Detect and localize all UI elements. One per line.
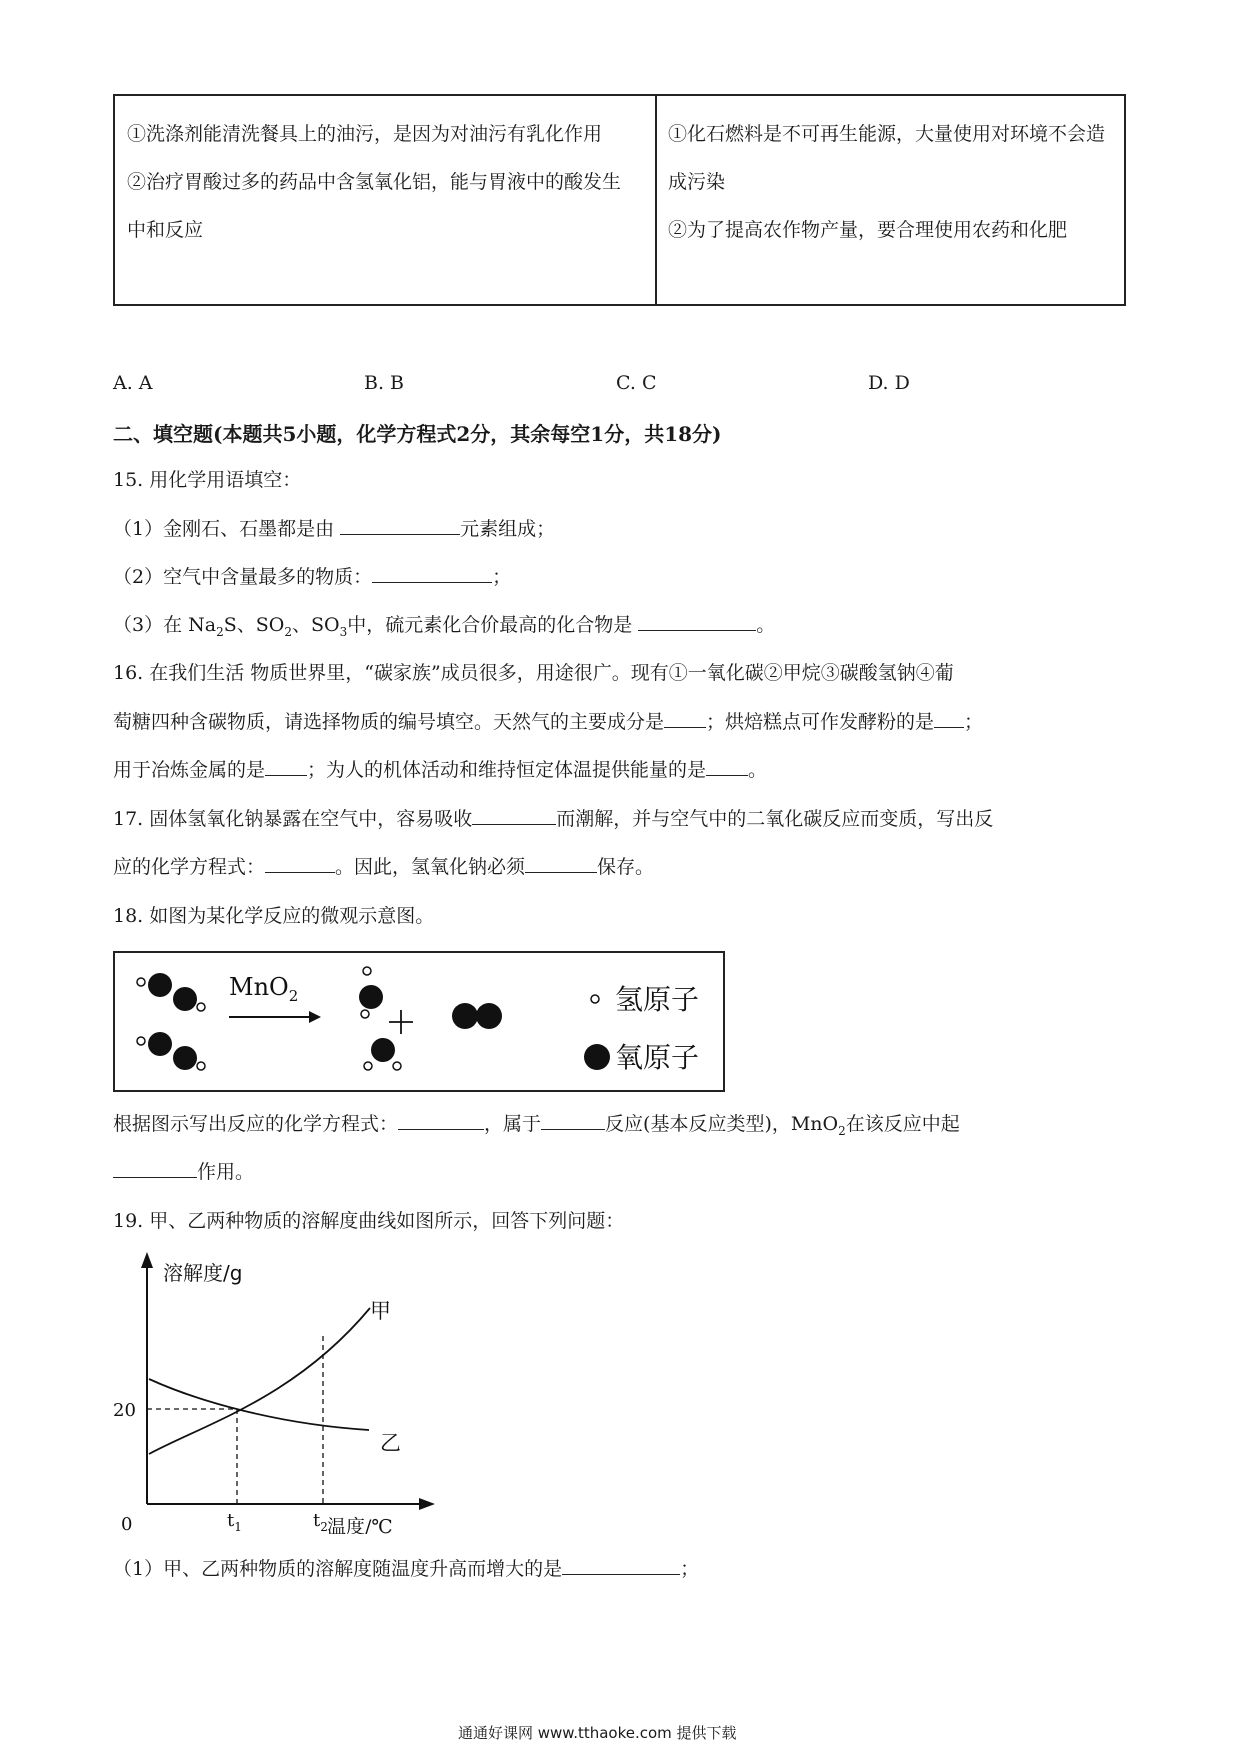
q18-text-a: 根据图示写出反应的化学方程式： (113, 1113, 399, 1135)
q15-p3-sub2: 2 (284, 624, 292, 639)
q15-p3-text-d: 中，硫元素化合价最高的化合物是 (347, 614, 633, 636)
q16-line-3 (113, 757, 767, 782)
hydrogen-atom-icon (591, 995, 599, 1003)
reaction-arrow (229, 1011, 321, 1023)
q16-text-b: ；烘焙糕点可作发酵粉的是 (706, 711, 935, 733)
reaction-diagram (113, 951, 725, 1092)
series-yi-label: 乙 (380, 1431, 401, 1455)
q16-blank-4[interactable] (706, 757, 748, 776)
q17-text-e: 保存。 (597, 856, 655, 878)
legend-hydrogen-label: 氢原子 (615, 983, 700, 1016)
q18-text-e: 作用。 (197, 1161, 255, 1183)
q15-p1-after: 元素组成； (460, 518, 556, 540)
q15-blank-2[interactable] (372, 564, 492, 583)
legend-hydrogen (591, 983, 699, 1016)
q19-part1 (113, 1556, 699, 1581)
table-left-cell (127, 110, 637, 254)
q15-blank-1[interactable] (340, 516, 460, 535)
q16-text-e: ；为人的机体活动和维持恒定体温提供能量的是 (307, 759, 707, 781)
left-item-1: ①洗涤剂能清洗餐具上的油污，是因为对油污有乳化作用 (127, 123, 603, 145)
legend-oxygen (584, 1041, 699, 1074)
q15-p3-sub1: 2 (216, 624, 224, 639)
origin-label: 0 (121, 1514, 133, 1534)
option-a[interactable]: A. A (113, 372, 153, 394)
table-divider (655, 96, 657, 304)
x-tick-t2: $t_2$ (313, 1510, 328, 1534)
statement-table (113, 94, 1126, 306)
q16-line-1: 16. 在我们生活 物质世界里，“碳家族”成员很多，用途很广。现有①一氧化碳②甲烷③碳酸氢钠④葡 (113, 662, 954, 684)
q15-p3-text-c: 、SO (291, 614, 340, 636)
q16-text-d: 用于冶炼金属的是 (113, 759, 266, 781)
q17-line-2 (113, 854, 654, 879)
q16-text-a: 萄糖四种含碳物质，请选择物质的编号填空。天然气的主要成分是 (113, 711, 665, 733)
q18-blank-1[interactable] (398, 1111, 484, 1130)
q17-blank-2[interactable] (265, 854, 335, 873)
left-item-2: ②治疗胃酸过多的药品中含氢氧化铝，能与胃液中的酸发生中和反应 (127, 171, 622, 241)
q18-text-d: 在该反应中起 (845, 1113, 960, 1135)
x-axis-arrow (419, 1498, 435, 1510)
q17-text-c: 应的化学方程式： (113, 856, 266, 878)
q19-stem: 19. 甲、乙两种物质的溶解度曲线如图所示，回答下列问题： (113, 1210, 625, 1232)
series-jia-label: 甲 (370, 1299, 391, 1323)
q18-blank-3[interactable] (113, 1159, 197, 1178)
right-item-1: ①化石燃料是不可再生能源，大量使用对环境不会造成污染 (668, 123, 1106, 193)
right-item-2: ②为了提高农作物产量，要合理使用农药和化肥 (668, 219, 1068, 241)
y-tick-20: 20 (113, 1400, 136, 1421)
q15-p3-text-a: （3）在 Na (113, 614, 217, 636)
option-d[interactable]: D. D (868, 372, 910, 394)
q15-p2-before: （2）空气中含量最多的物质： (113, 566, 373, 588)
q16-text-c: ； (964, 711, 984, 733)
q17-blank-1[interactable] (472, 806, 556, 825)
curve-yi (149, 1379, 369, 1430)
q18-sub: 2 (838, 1123, 846, 1138)
y-axis-label: 溶解度/g (163, 1261, 243, 1285)
q15-p3-text-b: S、SO (223, 614, 285, 636)
q17-text-b: 而潮解，并与空气中的二氧化碳反应而变质，写出反 (556, 808, 994, 830)
y-axis-arrow (141, 1252, 153, 1268)
footer-credit: 通通好课网 www.tthaoke.com 提供下载 (458, 1724, 737, 1742)
option-c[interactable]: C. C (616, 372, 657, 394)
reactant-molecule-1 (137, 973, 205, 1011)
solubility-chart (105, 1248, 445, 1534)
q16-blank-1[interactable] (664, 709, 706, 728)
product-oxygen (452, 1003, 502, 1029)
q19-blank-1[interactable] (562, 1556, 680, 1575)
q15-stem: 15. 用化学用语填空： (113, 469, 302, 491)
x-tick-t1: $t_1$ (227, 1510, 242, 1534)
q15-part1 (113, 516, 555, 541)
q18-blank-2[interactable] (541, 1111, 605, 1130)
q19-p1-after: ； (680, 1558, 700, 1580)
q18-stem: 18. 如图为某化学反应的微观示意图。 (113, 905, 435, 927)
q18-text-c: 反应(基本反应类型)，MnO (605, 1113, 839, 1135)
reactant-molecule-2 (137, 1032, 205, 1070)
q17-text-d: 。因此，氢氧化钠必须 (335, 856, 526, 878)
table-right-cell (668, 110, 1118, 254)
q15-blank-3[interactable] (638, 612, 756, 631)
legend-oxygen-label: 氧原子 (615, 1041, 700, 1074)
q16-text-f: 。 (748, 759, 768, 781)
q17-line-1 (113, 806, 993, 831)
plus-sign (389, 1010, 413, 1034)
q18-text-b: ，属于 (484, 1113, 542, 1135)
q15-part2 (113, 564, 511, 589)
q19-p1-before: （1）甲、乙两种物质的溶解度随温度升高而增大的是 (113, 1558, 563, 1580)
x-axis-label: 温度/℃ (327, 1516, 393, 1534)
q16-blank-3[interactable] (265, 757, 307, 776)
q18-answer-line-1 (113, 1111, 960, 1143)
q16-blank-2[interactable] (934, 709, 964, 728)
reaction-diagram-svg (115, 953, 723, 1090)
q15-p3-after: 。 (756, 614, 776, 636)
product-water-2 (364, 1038, 401, 1070)
q15-part3 (113, 612, 775, 644)
q17-blank-3[interactable] (525, 854, 597, 873)
q15-p2-after: ； (492, 566, 512, 588)
option-b[interactable]: B. B (364, 372, 405, 394)
section-heading: 二、填空题(本题共5小题，化学方程式2分，其余每空1分，共18分) (113, 422, 722, 446)
q15-p1-before: （1）金刚石、石墨都是由 (113, 518, 335, 540)
curve-jia (149, 1308, 370, 1454)
q15-p3-sub3: 3 (339, 624, 348, 639)
catalyst-label: MnO$_2$ (229, 973, 299, 1005)
q16-line-2 (113, 709, 983, 734)
oxygen-atom-icon (584, 1044, 610, 1070)
q17-text-a: 17. 固体氢氧化钠暴露在空气中，容易吸收 (113, 808, 473, 830)
q18-answer-line-2 (113, 1159, 254, 1184)
product-water-1 (359, 967, 383, 1018)
